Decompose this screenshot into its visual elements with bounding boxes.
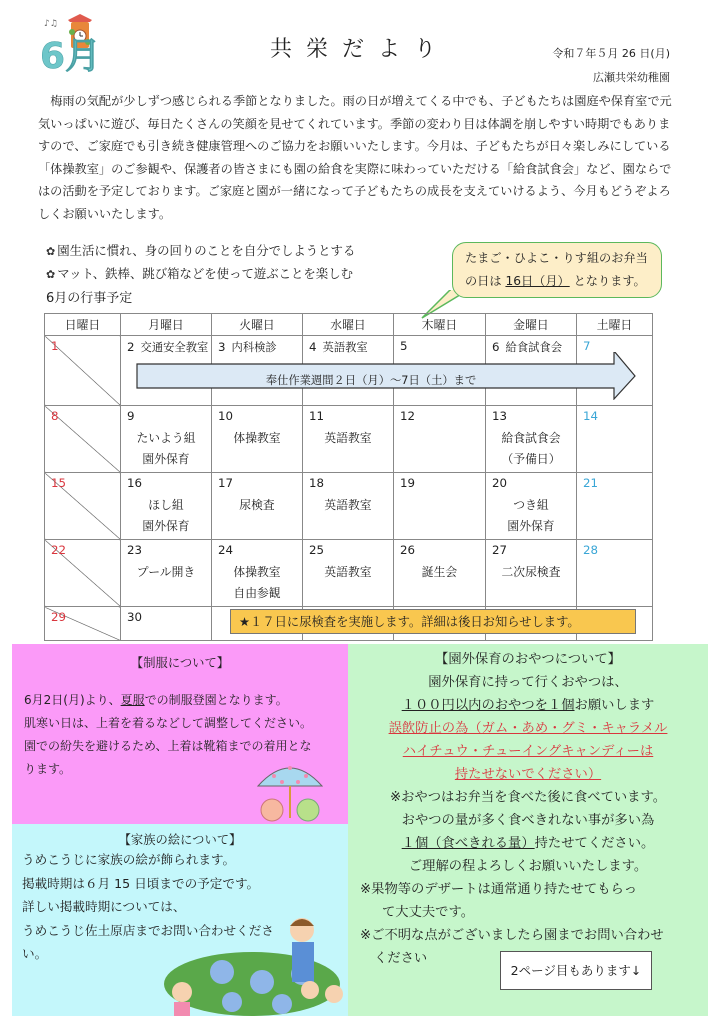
uniform-line: 園での紛失を避けるため、上着は靴箱までの着用とな — [24, 739, 312, 753]
calendar-day-cell — [394, 473, 486, 540]
svg-text:♪♫: ♪♫ — [44, 19, 58, 29]
family-line: 掲載時期は６月 15 日頃までの予定です。 — [22, 875, 260, 891]
calendar-day-cell — [486, 406, 577, 473]
day-event: 給食試食会 — [501, 431, 561, 445]
calendar-day-cell — [45, 336, 121, 406]
family-drawing-section — [12, 824, 348, 1016]
day-event: 給食試食会 — [505, 341, 563, 354]
uniform-line: 6月2日(月)より、夏服での制服登園となります。 — [24, 693, 288, 707]
day-number: 2 — [127, 340, 135, 354]
calendar-day-cell — [212, 473, 303, 540]
service-week-label: 奉仕作業週間２日（月）～7日（土）まで — [265, 374, 477, 387]
weekday-header-row — [45, 314, 653, 336]
day-event: 英語教室 — [324, 431, 372, 445]
uniform-line: 肌寒い日は、上着を着るなどして調整してください。 — [24, 716, 313, 730]
calendar-day-cell — [45, 406, 121, 473]
day-number: 4 — [309, 340, 317, 354]
day-number: 20 — [492, 476, 508, 490]
issue-date: 令和７年５月 26 日(月) — [552, 47, 670, 60]
day-event: 園外保育 — [507, 519, 555, 533]
calendar-day-cell — [303, 473, 394, 540]
flower-icon: ✿ — [46, 245, 56, 258]
weekday-wed: 水曜日 — [303, 314, 394, 336]
snack-line: て大丈夫です。 — [382, 905, 475, 920]
day-event: 園外保育 — [142, 452, 190, 466]
lunch-day-callout — [452, 242, 662, 298]
goal-text: マット、鉄棒、跳び箱などを使って遊ぶことを楽しむ — [57, 266, 353, 281]
umbrella-snails-illustration — [252, 756, 328, 824]
day-event: たいよう組 — [136, 431, 196, 445]
day-number: 26 — [400, 543, 416, 557]
day-number: 28 — [583, 543, 599, 557]
day-number: 11 — [309, 409, 325, 423]
day-event: 内科検診 — [231, 341, 277, 354]
calendar-day-cell — [45, 607, 121, 641]
day-event: つき組 — [513, 498, 549, 512]
day-number: 25 — [309, 543, 325, 557]
day-number: 23 — [127, 543, 143, 557]
events-heading: 6月の行事予定 — [46, 291, 133, 306]
calendar-day-cell — [121, 473, 212, 540]
cuckoo-clock-icon — [38, 12, 102, 72]
flower-icon: ✿ — [46, 268, 56, 281]
snack-heading: 【園外保育のおやつについて】 — [435, 652, 621, 667]
weekday-thu: 木曜日 — [394, 314, 486, 336]
calendar-day-cell — [121, 607, 212, 641]
calendar-day-cell — [45, 540, 121, 607]
snack-line: 園外保育に持って行くおやつは、 — [428, 675, 628, 690]
weekday-sun: 日曜日 — [45, 314, 121, 336]
day-number: 22 — [51, 543, 67, 557]
day-number: 24 — [218, 543, 234, 557]
day-number: 9 — [127, 409, 135, 423]
snack-line: １００円以内のおやつを１個お願いします — [401, 698, 655, 713]
calendar-day-cell — [212, 540, 303, 607]
snack-line: ご理解の程よろしくお願いいたします。 — [408, 859, 648, 874]
calendar-day-cell — [577, 540, 653, 607]
day-event: 尿検査 — [239, 498, 275, 512]
school-name: 広瀬共栄幼稚園 — [593, 71, 670, 84]
intro-paragraph: 梅雨の気配が少しずつ感じられる季節となりました。雨の日が増えてくる中でも、子どもたちは園庭や保育室で元気いっぱいに遊び、毎日たくさんの笑顔を見せてくれています。季節の変わり目は体調を崩しやすい時期でもありますので、ご家庭でも引き続き健康管理へのご協力をお願いいたします。今月は、子どもたちが日々楽しみにしている「体操教室」のご参観や、保護者の皆さまにも園の給食を実際に味わっていただける「給食試食会」など、園ならではの活動を予定しております。ご家庭と園が一緒になって子どもたちの成長を支えていけるよう、今月もどうぞよろしくお願いいたします。 — [38, 94, 672, 221]
calendar-day-cell — [486, 473, 577, 540]
day-number: 8 — [51, 409, 59, 423]
uniform-line: ります。 — [24, 762, 72, 776]
calendar-day-cell — [577, 406, 653, 473]
day-event: 二次尿検査 — [501, 565, 561, 579]
snack-line: おやつの量が多く食べきれない事が多い為 — [401, 813, 655, 828]
day-number: 21 — [583, 476, 599, 490]
calendar-week-row — [45, 473, 653, 540]
weekday-mon: 月曜日 — [121, 314, 212, 336]
snack-line: １個（食べきれる量）持たせてください。 — [401, 836, 655, 851]
callout-line: たまご・ひよこ・りす組のお弁当 — [465, 251, 648, 265]
calendar-day-cell — [45, 473, 121, 540]
day-number: 14 — [583, 409, 599, 423]
day-number: 29 — [51, 610, 67, 624]
day-number: 27 — [492, 543, 508, 557]
june-logo — [38, 12, 102, 72]
day-number: 19 — [400, 476, 416, 490]
day-event: 英語教室 — [324, 565, 372, 579]
day-event: 体操教室 — [233, 431, 281, 445]
day-number: 16 — [127, 476, 143, 490]
uniform-heading: 【制服について】 — [130, 656, 230, 670]
monthly-goal — [46, 264, 353, 282]
hydrangea-children-illustration — [162, 912, 348, 1016]
day-number: 3 — [218, 340, 226, 354]
day-event: 交通安全教室 — [140, 341, 209, 354]
summer-uniform: 夏服 — [120, 693, 145, 707]
snack-line: ※おやつはお弁当を食べた後に食べています。 — [389, 790, 666, 805]
calendar-day-cell — [394, 540, 486, 607]
day-number: 5 — [400, 339, 408, 353]
family-line: い。 — [22, 946, 48, 961]
day-event: 自由参観 — [233, 586, 281, 600]
calendar-day-cell — [577, 473, 653, 540]
family-line: うめこうじに家族の絵が飾られます。 — [22, 852, 236, 867]
lunch-date: 16日（月） — [505, 274, 570, 288]
weekday-fri: 金曜日 — [486, 314, 577, 336]
snack-warning: ハイチュウ・チューイングキャンディーは — [402, 744, 654, 759]
snack-line: ください — [374, 951, 428, 966]
snack-line: ※ご不明な点がございましたら園までお問い合わせ — [360, 928, 664, 943]
calendar-week-row — [45, 406, 653, 473]
day-event: 英語教室 — [322, 341, 368, 354]
weekday-sat: 土曜日 — [577, 314, 653, 336]
snack-line: ※果物等のデザートは通常通り持たせてもらっ — [360, 882, 638, 897]
day-event: プール開き — [136, 565, 196, 579]
day-number: 18 — [309, 476, 325, 490]
snack-warning: 持たせないでください） — [454, 767, 602, 782]
day-number: 13 — [492, 409, 508, 423]
callout-line: の日は 16日（月） となります。 — [465, 274, 646, 288]
day-number: 15 — [51, 476, 67, 490]
day-number: 10 — [218, 409, 234, 423]
day-event: 園外保育 — [142, 519, 190, 533]
family-heading: 【家族の絵について】 — [118, 833, 242, 847]
calendar-day-cell — [121, 406, 212, 473]
day-event: （予備日） — [501, 452, 561, 466]
day-number: 1 — [51, 339, 59, 353]
calendar-day-cell — [121, 540, 212, 607]
calendar-week-row — [45, 540, 653, 607]
day-event: ほし組 — [148, 498, 184, 512]
family-line: うめこうじ佐土原店までお問い合わせくださ — [22, 922, 274, 938]
day-event: 体操教室 — [233, 565, 281, 579]
day-number: 7 — [583, 339, 591, 353]
day-number: 30 — [127, 610, 143, 624]
page-two-note: 2ページ目もあります↓ — [500, 951, 652, 990]
day-number: 17 — [218, 476, 234, 490]
goal-text: 園生活に慣れ、身の回りのことを自分でしようとする — [57, 243, 356, 258]
newsletter-title: 共栄だより — [269, 37, 450, 62]
snack-warning: 誤飲防止の為（ガム・あめ・グミ・キャラメル — [388, 721, 668, 736]
urine-test-notice: ★１７日に尿検査を実施します。詳細は後日お知らせします。 — [230, 609, 636, 634]
day-number: 12 — [400, 409, 416, 423]
uniform-section — [12, 644, 348, 824]
day-number: 6 — [492, 340, 500, 354]
day-event: 誕生会 — [421, 565, 458, 579]
calendar-day-cell — [394, 406, 486, 473]
day-event: 英語教室 — [324, 498, 372, 512]
calendar-day-cell — [303, 406, 394, 473]
monthly-goal — [46, 241, 355, 259]
svg-text:6月: 6月 — [40, 36, 102, 72]
calendar-day-cell — [303, 540, 394, 607]
calendar-day-cell — [486, 540, 577, 607]
family-line: 詳しい掲載時期については、 — [22, 899, 186, 914]
calendar-day-cell — [212, 406, 303, 473]
weekday-tue: 火曜日 — [212, 314, 303, 336]
